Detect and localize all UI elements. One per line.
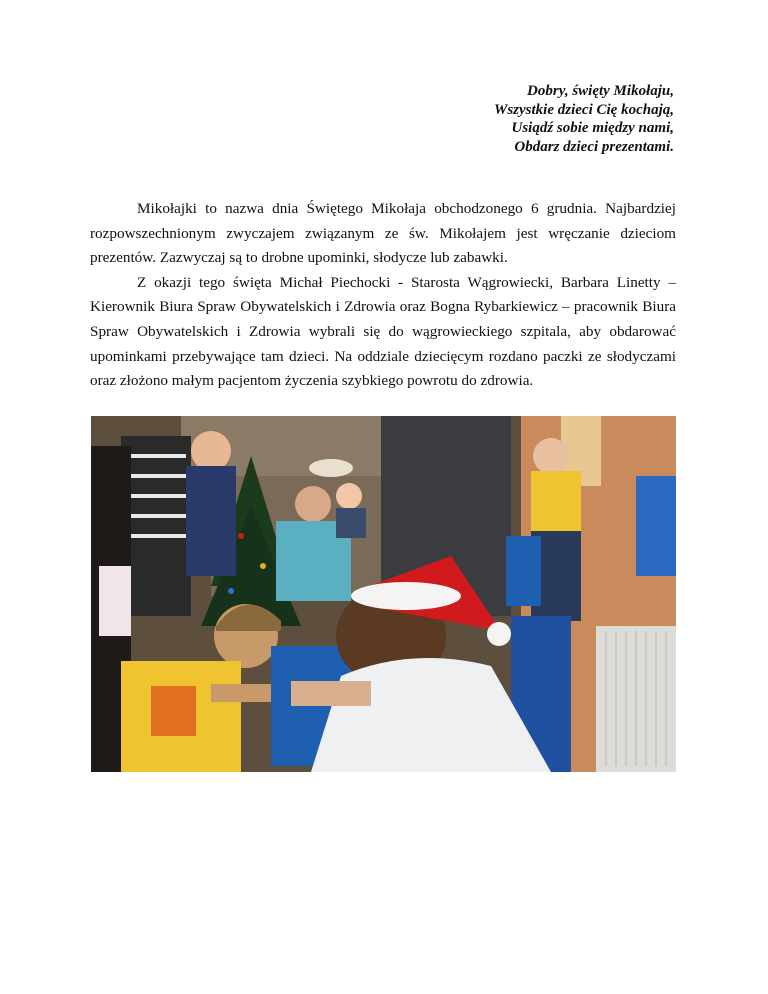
article-body	[90, 197, 676, 394]
poem	[494, 82, 674, 156]
poem-line: Dobry, święty Mikołaju,	[527, 83, 674, 99]
paragraph: Mikołajki to nazwa dnia Świętego Mikołaja obchodzonego 6 grudnia. Najbardziej rozpowszechnionym zwyczajem związanym ze św. Mikołajem jest wręczanie dzieciom prezentów. Zazwyczaj są to drobne upominki, słodycze lub zabawki.	[90, 200, 676, 267]
event-photo	[91, 416, 676, 772]
paragraph: Z okazji tego święta Michał Piechocki - Starosta Wągrowiecki, Barbara Linetty – Kierownik Biura Spraw Obywatelskich i Zdrowia oraz Bogna Rybarkiewicz – pracownik Biura Spraw Obywatelskich i Zdrowia wybrali się do wągrowieckiego szpitala, aby obdarować upominkami przebywające tam dzieci. Na oddziale dziecięcym rozdano paczki ze słodyczami oraz złożono małym pacjentom życzenia szybkiego powrotu do zdrowia.	[90, 273, 676, 390]
poem-line: Usiądź sobie między nami,	[511, 120, 674, 136]
poem-line: Obdarz dzieci prezentami.	[514, 138, 674, 155]
photo-illustration	[91, 416, 676, 772]
poem-line: Wszystkie dzieci Cię kochają,	[494, 101, 674, 118]
